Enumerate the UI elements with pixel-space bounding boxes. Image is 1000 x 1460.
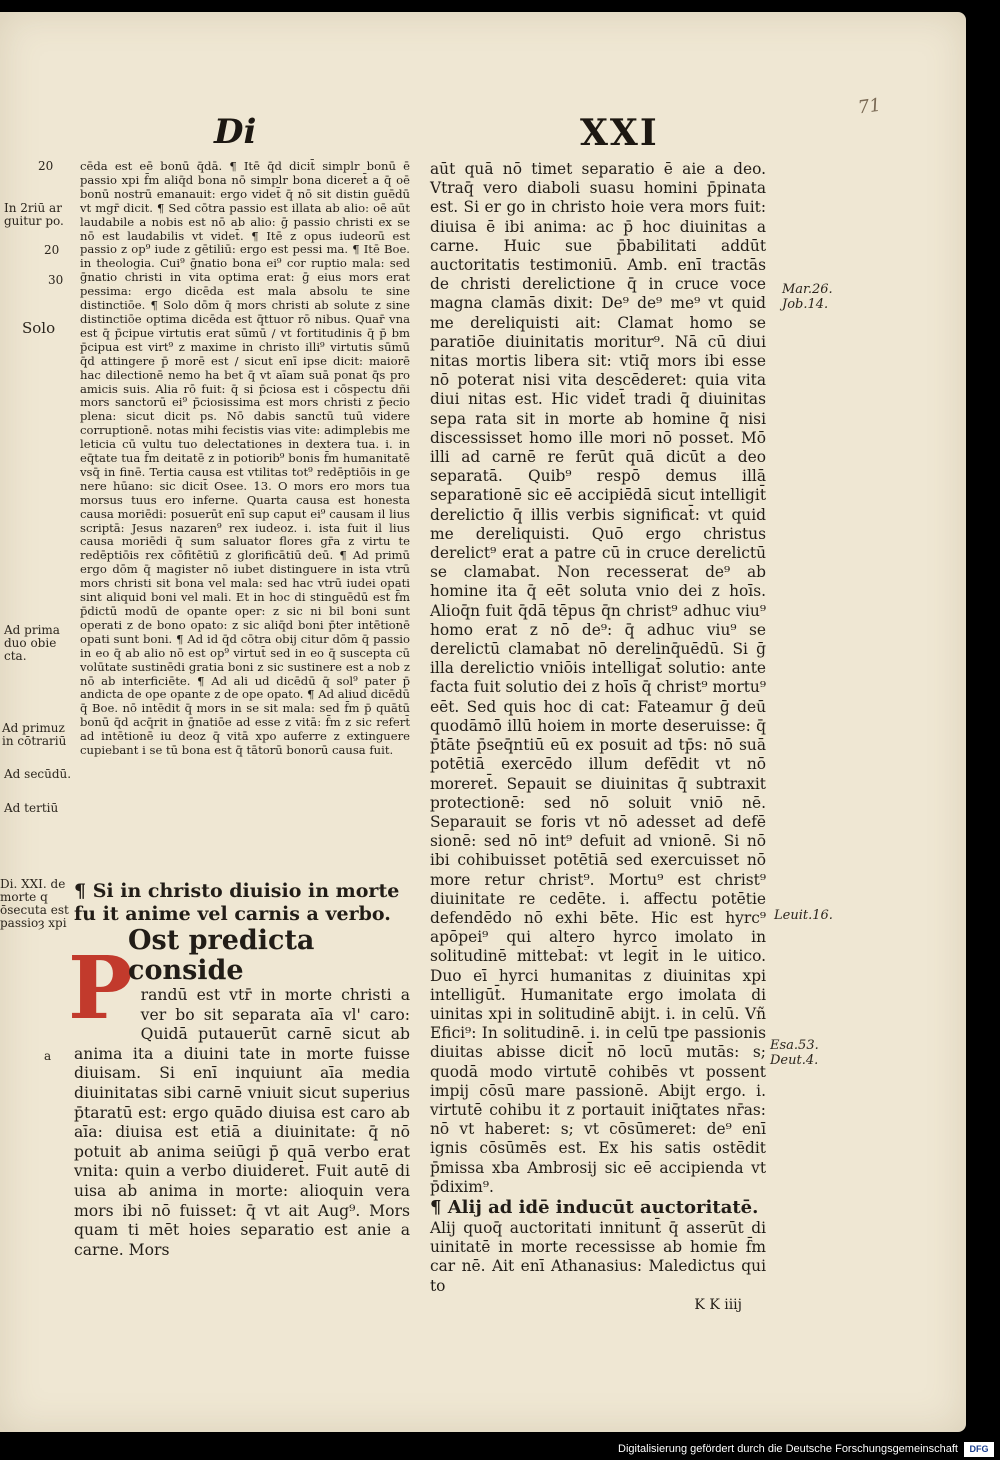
margin-note-ad-tertium: Ad tertiū xyxy=(4,801,59,815)
chapter-body-text: randū est vtr̄ in morte christi a ver bo sit separata aīa vl' caro: Quidā putauerūt carnē sicut ab anima ita a diuini tate in morte fuisse diuisam. Si enī inquiunt aīa media diuinitatas sibi carnē vniuit sicut superius p̄taratū est: ergo quādo diuisa est caro ab aīa: diuisa est etiā a diuinitate: q̄ nō potuit ab anima seiūgi p̄ quā verbo erat vnita: quin a verbo diuideret̄. Fuit autē di uisa ab anima in morte: alioquin vera mors ibi nō fuisset: q̄ vt ait Aug⁹. Mors quam ti mēt hoies separatio est anie a carne. Mors xyxy=(74,986,410,1259)
margin-note-a: a xyxy=(44,1049,52,1063)
margin-note-line-20: 20 xyxy=(38,159,54,173)
right-column-final-text: Alij quoq̄ auctoritati innitunt̄ q̄ asserūt di uinitatē in morte recessisse ab homie f̄m car nē. Ait enī Athanasius: Maledictus qui to xyxy=(430,1218,766,1295)
margin-note-line-20b: 20 xyxy=(44,243,60,257)
margin-note-solo: Solo xyxy=(22,319,56,337)
handwritten-folio-number: 71 xyxy=(856,94,883,119)
quire-signature: K K iiij xyxy=(694,1296,742,1313)
commentary-text: cēda est eē bonū q̄dā. ¶ Itē q̄d dicit̄ simplr bonū ē passio xpi f̄m aliq̄d bona nō simplr bona diceret̄ a q̄ oē bonū nostrū emanauit: ergo videt̄ q̄ nō sit distin guēdū vt mgr̄ dicit. ¶ Sed cōtra passio est illata ab alio: oē aūt laudabile a nobis est nō ab alio: ḡ passio christi ex se nō est laudabilis vt videt̄. ¶ Itē z opus iudeorū est passio z op⁹ iude z gētiliū: ergo est pessi ma. ¶ Itē Boe. in theologia. Cui⁹ ḡnatio bona ei⁹ cor ruptio mala: sed ḡnatio christi in vita optima erat: ḡ eius mors erat pessima: ergo dicēda est mala absolu te sine distinctiōe. ¶ Solo dōm q̄ mors christi ab solute z sine distinctiōe optima dicēda est q̄ttuor rō nibus. Quar̄ vna est q̄ p̄cipue virtutis erat sūmū / vt fortitudinis q̄ p̄ bm p̄cipua est virt⁹ z maxime in christo illi⁹ virtutis sūmū q̄d attingere p̄ morē est / sicut enī ipse dicit: maiorē hac dilectionē nemo ha bet q̄ vt aīam suā ponat q̄s pro amicis suis. Alia rō fuit: q̄ si p̄ciosa est i cōspectu dñi mors sanctorū ei⁹ p̄ciosissima est mors christi z p̄ecio plena: sicut dicit ps. Nō dabis sanctū tuū videre corruptionē. notas mihi fecistis vias vite: adimplebis me leticia cū vultu tuo delectationes in dextera tua. i. in eq̄tate tua f̄m deitatē z in potiorib⁹ bonis f̄m humanitatē vsq̄ in finē. Tertia causa est vtilitas tot⁹ redēptiōis in ge nere hūano: sic dicit̄ Osee. 13. O mors ero mors tua morsus tuus ero inferne. Quarta causa est honesta causa moriēdi: posuerūt enī sup caput ei⁹ causam il lius scriptā: Jesus nazaren⁹ rex iudeoz. i. ista fuit il lius causa moriēdi q̄ sum saluator flores gr̄a z virtu te redēptiōis rex cōfitētiū z glorificātiū deū. ¶ Ad primū ergo dōm q̄ magister nō iubet distinguere in ista vtrū mors christi sit bona vel mala: sed hac vtrū iudei opati sint aliquid boni vel mali. Et in hoc di stinguēdū est f̄m p̄dictū modū de opante oper: z sic ni bil boni sunt operati z de bono opato: z sic aliq̄d boni p̄ter intētionē opati sunt boni. ¶ Ad id q̄d cōtra obij citur dōm q̄ passio in eo q̄ ab alio nō est op⁹ virtut̄ sed in eo q̄ suscepta cū volūtate sustinēdi gratia boni z sic sustinere est a nob z nō ab interficiēte. ¶ Ad ali ud dicēdū q̄ sol⁹ pater p̄ andicta de ope opante z de ope opato. ¶ Ad aliud dicēdū q̄ Boe. nō intēdit q̄ mors in se sit mala: sed f̄m p̄ quātū bonū q̄d acq̄rit in ḡnatiōe ad esse z vitā: f̄m z sic refert̄ ad intētionē iu deoz q̄ vitā xpo auferre z extinguere cupiebant i se tū bona est q̄ tātorū bonorū causa fuit. xyxy=(80,159,410,758)
dfg-logo: DFG xyxy=(964,1442,994,1457)
left-column-commentary xyxy=(80,160,410,758)
red-initial-p: P xyxy=(68,938,133,1039)
chapter-incipit: Ost predicta conside xyxy=(128,925,315,986)
right-column-text: aūt quā nō timet separatio ē aie a deo. Vtraq̄ vero diaboli suasu homini p̄pinata est. Si er go in christo hoie vera mors fuit: diuisa ē ibi anima: ac p̄ hoc diuinitas a carne. Huic sue p̄babilitati addūt auctoritatis testimoniū. Amb. enī tractās de christi derelictione q̄ in cruce voce magna clamās dixit: De⁹ de⁹ me⁹ vt quid me dereliquisti ait: Clamat homo se paratiōe diuinitatis moritur⁹. Nā cū diui nitas mortis libera sit: vtiq̄ mors ibi esse nō poterat nisi vita descēderet: quia vita diui nitas est. Hic videt̄ tradi q̄ diuinitas sepa rata sit in morte ab homine q̄ nisi discessisset homo ille mori nō posset. Mō illi ad carnē re ferūt quā dicūt a deo separatā. Quib⁹ respō demus illā separationē sic eē accipiēdā sicut intelligit̄ derelictio q̄ illis verbis significat̄: vt quid me dereliquisti. Quō ergo christus derelict⁹ erat a patre cū in cruce derelictū se clamabat. Non recesserat de⁹ ab homine ita q̄ eēt soluta vnio dei z hoīs. Alioq̄n fuit q̄dā tēpus q̄n christ⁹ adhuc viu⁹ homo erat z nō de⁹: q̄ adhuc viu⁹ se derelictū clamabat nō derelinq̄uēdū. Si ḡ illa derelictio vniōis intelligat̄ solutio: ante facta fuit solutio dei z hoīs q̄ christ⁹ mortu⁹ eēt. Sed quis hoc di cat: Fateamur ḡ deū quodāmō illū hoiem in morte deseruisse: q̄ p̄tāte p̄seq̄ntiū eū ex posuit ad tp̄s: nō suā potētiā exercēdo illum defēdit vt nō moreret̄. Sepauit se diuinitas q̄ subtraxit protectionē: sed nō soluit vniō nē. Separauit se foris vt nō adesset ad defē sionē: sed nō int⁹ defuit ad vnionē. Si nō ibi cohibuisset potētiā sed exercuisset nō more retur christ⁹. Mortu⁹ est christ⁹ diuinitate re cedēte. i. affectu potētie defendēdo nō exhi bēte. Hic est hyrc⁹ apōpei⁹ qui altero hyrco imolato in solitudinē mittebat̄: vt legit̄ in le uitico. Duo eī hyrci humanitas z diuinitas xpi intelligūt̄. Humanitate ergo imolata di uinitas xpi in solitudinē abijt. i. in celū. Vñ Efici⁹: In solitudinē. i. in celū tpe passionis diuitas abisse dicit̄ nō locū mutās: s; quodā modo virtutē cohibēs vt possent impij cōsū mare passionē. Abijt ergo. i. virtutē cohibu it z portauit iniq̄tates nr̄as: nō vt haberet: s; vt cōsūmeret: de⁹ enī ignis cōsūmēs est. Ex his satis ostēdit p̄missa xba Ambrosij sic eē accipienda vt p̄dixim⁹. xyxy=(430,160,766,1196)
margin-note-leuit: Leuit.16. xyxy=(774,908,833,923)
margin-note-mar-job: Mar.26. Job.14. xyxy=(782,282,833,312)
margin-note-in-contrarium: In 2riū ar guitur po. xyxy=(4,201,64,228)
dfg-credit-text: Digitalisierung gefördert durch die Deutsche Forschungsgemeinschaft xyxy=(618,1443,958,1455)
left-column-chapter xyxy=(68,880,410,1260)
right-column-subheading: ¶ Alij ad idē inducūt auctoritatē. xyxy=(430,1196,759,1218)
running-head-right: XXI xyxy=(580,112,659,154)
right-column xyxy=(430,160,766,1315)
chapter-title: ¶ Si in christo diuisio in morte fu it anime vel carnis a verbo. xyxy=(74,880,400,925)
margin-note-ad-secundum: Ad secūdū. xyxy=(4,767,72,781)
margin-note-ad-primum: Ad primuz in cōtrariū xyxy=(2,721,67,748)
margin-note-line-30: 30 xyxy=(48,273,64,287)
margin-note-ad-prima: Ad prima duo obie cta. xyxy=(4,623,60,663)
footer-bar xyxy=(0,1440,1000,1460)
running-head-left: Di xyxy=(214,112,257,152)
margin-note-esa-deut: Esa.53. Deut.4. xyxy=(770,1038,819,1068)
margin-note-distinctio-xxi: Di. XXI. de morte q ōsecuta est passioȝ xpi xyxy=(0,877,69,930)
book-page xyxy=(0,12,966,1432)
